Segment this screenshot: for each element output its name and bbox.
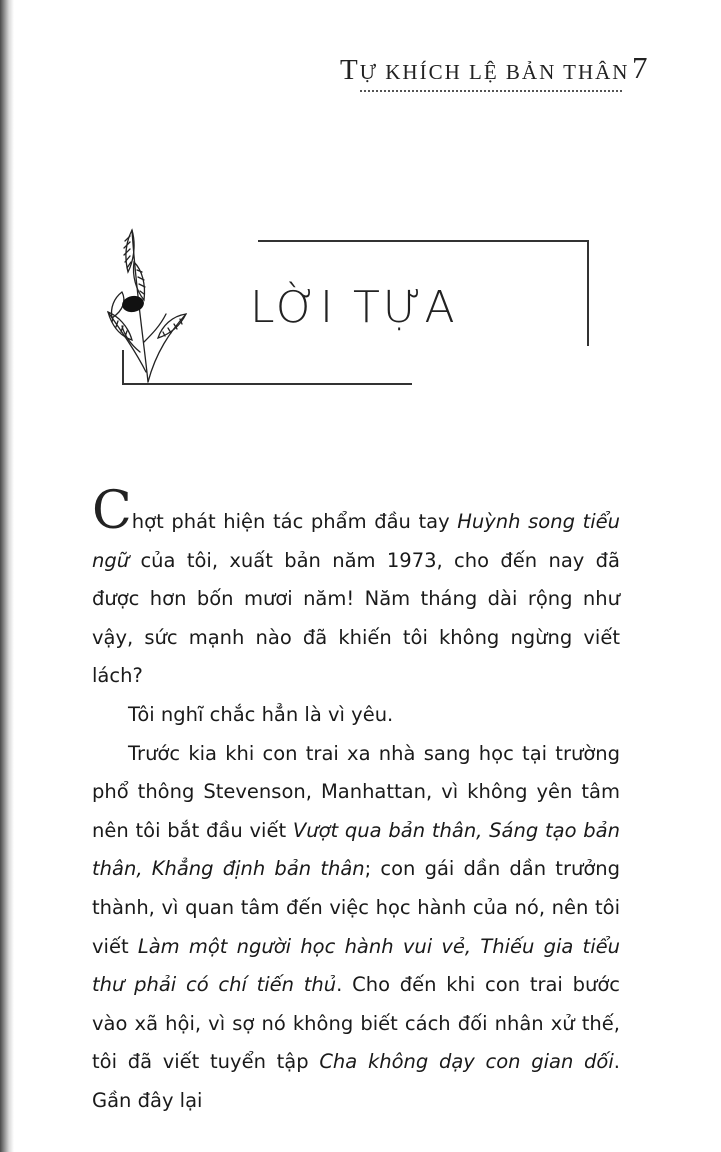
book-title: Làm một người học hành vui vẻ, Thiếu gia tiểu thư phải có chí tiến thủ — [92, 934, 620, 997]
text-run: hợt phát hiện tác phẩm đầu tay — [131, 510, 458, 533]
text-run: ; con gái dần dần trưởng thành, vì quan tâm đến việc học hành của nó, nên tôi viết — [92, 857, 620, 958]
book-title: Vượt qua bản thân, Sáng tạo bản thân, Khẳng định bản thân — [92, 818, 620, 881]
text-run: Trước kia khi con trai xa nhà sang học tại trường phổ thông Stevenson, Manhattan, vì không yên tâm nên tôi bắt đầu viết — [92, 741, 620, 842]
paragraph-2: Tôi nghĩ chắc hẳn là vì yêu. — [128, 702, 394, 726]
chapter-title: LỜI TỰA — [250, 282, 458, 333]
drop-cap: C — [92, 481, 132, 541]
body-text — [92, 481, 620, 1121]
title-frame-top — [258, 240, 588, 242]
running-title-rest: Ự KHÍCH LỆ BẢN THÂN — [359, 60, 630, 84]
book-title: Cha không dạy con gian dối — [319, 1050, 614, 1074]
book-spine-shadow — [0, 0, 14, 1152]
book-title: Huỳnh song tiểu ngữ — [92, 510, 620, 572]
page-number: 7 — [632, 50, 648, 85]
running-title-initial: T — [340, 54, 360, 86]
text-run: của tôi, xuất bản năm 1973, cho đến nay đã được hơn bốn mươi năm! Năm tháng dài rộng như vậy, sức mạnh nào đã khiến tôi không ngừng viết lách? — [92, 548, 620, 688]
running-header — [340, 50, 660, 98]
paragraph-3 — [92, 735, 620, 1121]
dotted-underline — [360, 90, 622, 92]
paragraph-1 — [92, 481, 620, 696]
title-frame-right — [587, 240, 589, 346]
text-run: . Gần đây lại — [92, 1050, 620, 1112]
leaf-feather-ornament-icon — [100, 222, 200, 387]
text-run: . Cho đến khi con trai bước vào xã hội, vì sợ nó không biết cách đối nhân xử thế, tôi đã viết tuyển tập — [92, 973, 620, 1074]
running-title — [340, 54, 629, 87]
